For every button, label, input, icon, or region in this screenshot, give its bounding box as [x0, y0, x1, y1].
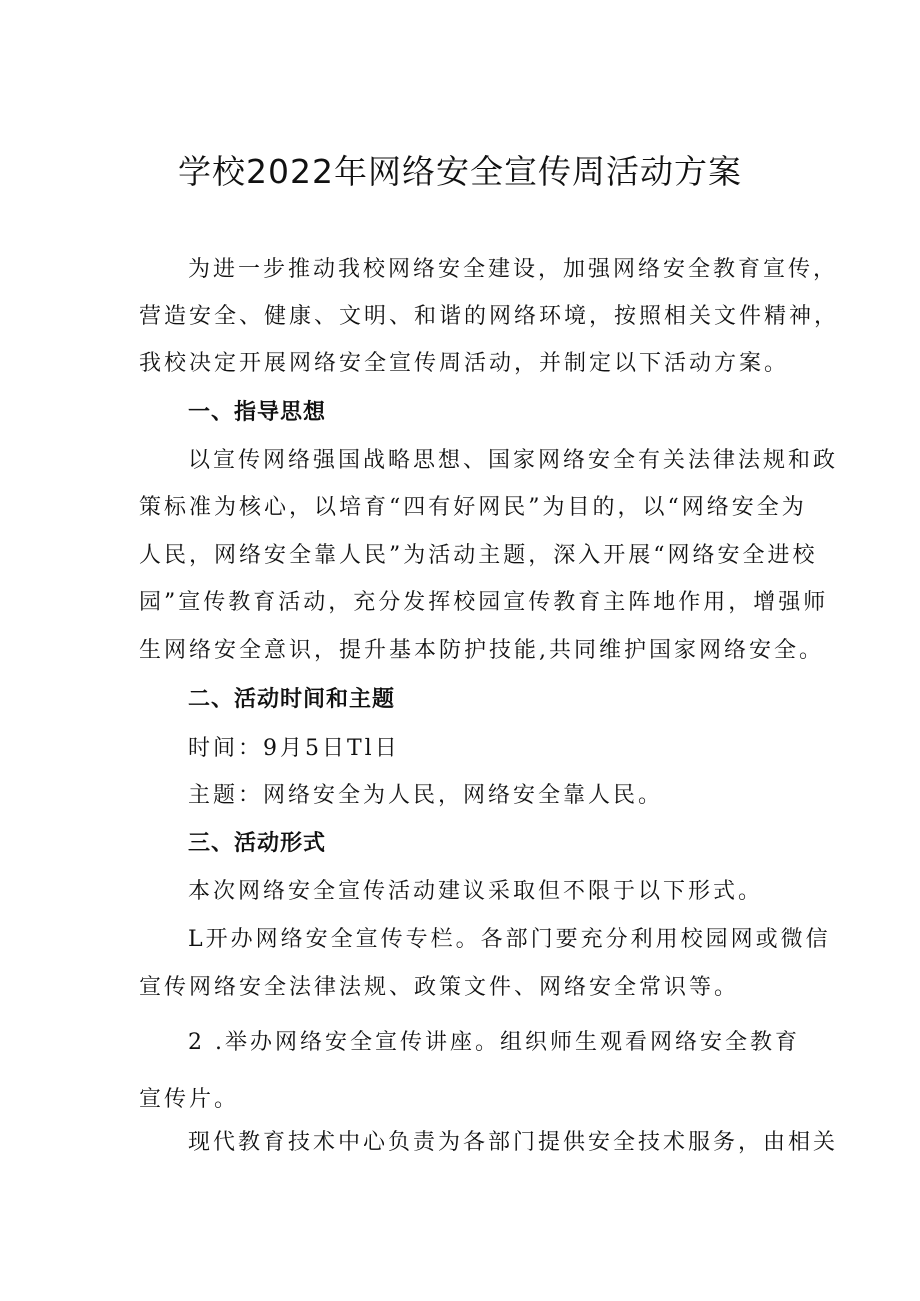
section-1-line-3: 人民，网络安全靠人民”为活动主题，深入开展“网络安全进校: [139, 543, 818, 568]
section-1-line-5: 生网络安全意识，提升基本防护技能,共同维护国家网络安全。: [139, 638, 824, 663]
activity-time: 时间：9月5日Tl日: [188, 736, 400, 761]
section-3-heading: 三、活动形式: [188, 831, 327, 856]
item-1-line-2: 宣传网络安全法律法规、政策文件、网络安全常识等。: [139, 975, 740, 1000]
section-1-line-1: 以宣传网络强国战略思想、国家网络安全有关法律法规和政: [188, 448, 839, 473]
item-2-line-2: 宣传片。: [139, 1087, 240, 1112]
item-1-line-1: L开办网络安全宣传专栏。各部门要充分利用校园网或微信: [188, 927, 831, 952]
document-title: 学校2022年网络安全宣传周活动方案: [178, 152, 742, 191]
intro-line-3: 我校决定开展网络安全宣传周活动，并制定以下活动方案。: [139, 351, 790, 376]
section-1-line-4: 园”宣传教育活动，充分发挥校园宣传教育主阵地作用，增强师: [139, 590, 829, 615]
intro-line-1: 为进一步推动我校网络安全建设，加强网络安全教育宣传，: [188, 257, 839, 282]
item-2-line-1: 2 .举办网络安全宣传讲座。组织师生观看网络安全教育: [188, 1030, 800, 1055]
section-3-intro: 本次网络安全宣传活动建议采取但不限于以下形式。: [188, 879, 764, 904]
section-1-heading: 一、指导思想: [188, 400, 327, 425]
item-3-line-1: 现代教育技术中心负责为各部门提供安全技术服务，由相关: [188, 1130, 839, 1155]
section-1-line-2: 策标准为核心，以培育“四有好网民”为目的，以“网络安全为: [139, 495, 807, 520]
activity-theme: 主题：网络安全为人民，网络安全靠人民。: [188, 783, 664, 808]
section-2-heading: 二、活动时间和主题: [188, 687, 396, 712]
intro-line-2: 营造安全、健康、文明、和谐的网络环境，按照相关文件精神，: [139, 304, 840, 329]
